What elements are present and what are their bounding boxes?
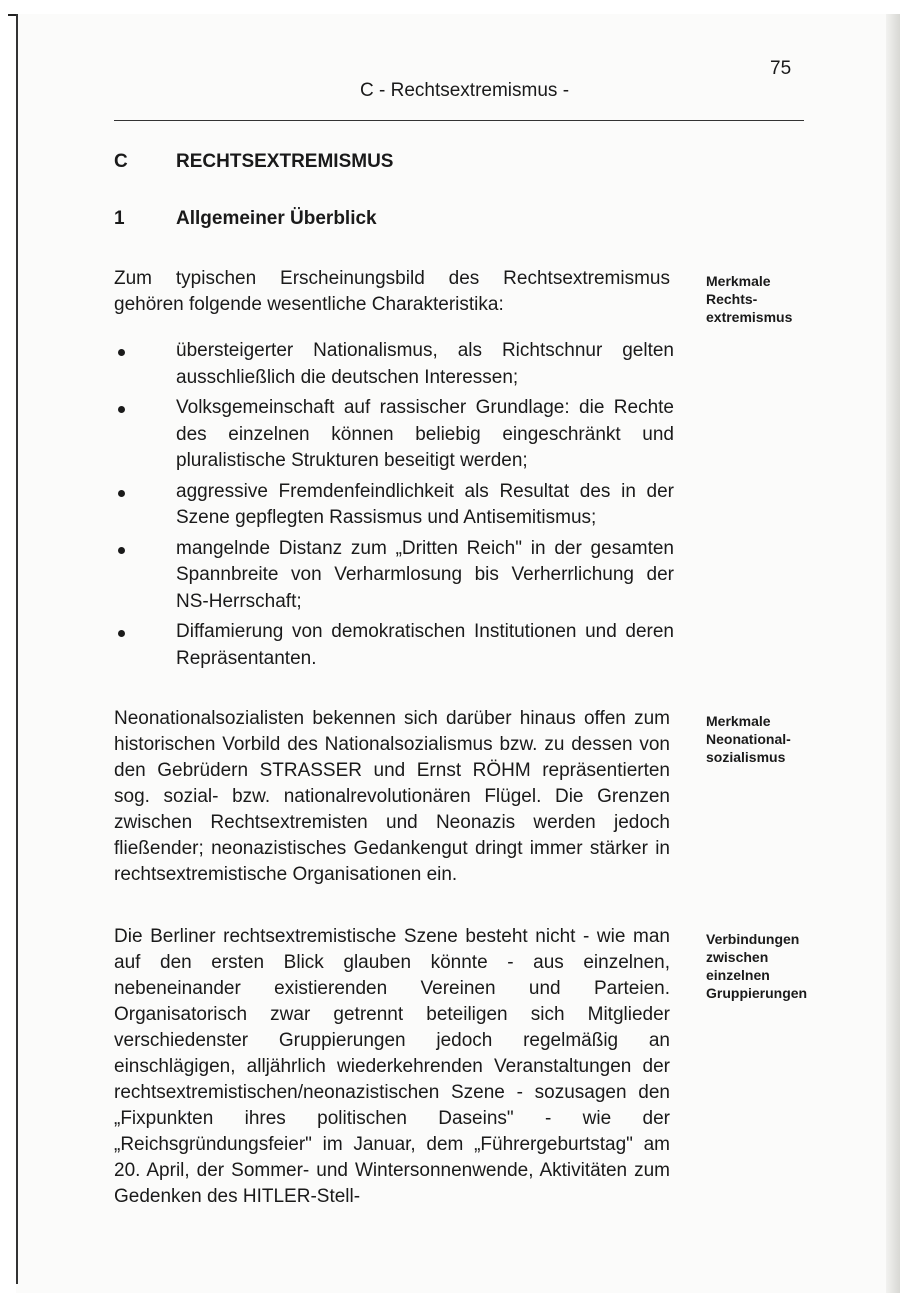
bullet-icon <box>118 630 125 637</box>
list-item-text: aggressive Fremdenfeindlichkeit als Resultat des in der Szene gepflegten Rassismus und Antisemitismus; <box>176 480 674 528</box>
margin-note-line: extremismus <box>706 309 793 325</box>
scan-border-left <box>0 14 16 1293</box>
margin-note-line: Merkmale <box>706 273 771 289</box>
header-rule <box>114 120 804 121</box>
margin-note-line: einzelnen <box>706 967 770 983</box>
bullet-icon <box>118 349 125 356</box>
list-item-text: mangelnde Distanz zum „Dritten Reich" in der gesamten Spannbreite von Verharmlosung bis Verherrlichung der NS-Herrschaft; <box>176 537 674 612</box>
scan-binding-shadow <box>886 14 900 1293</box>
list-item <box>114 395 674 475</box>
scan-page-edge <box>16 14 18 1284</box>
chapter-title: RECHTSEXTREMISMUS <box>176 151 394 172</box>
bullet-icon <box>118 490 125 497</box>
characteristics-list <box>114 338 674 676</box>
list-item <box>114 619 674 672</box>
scan-border-top <box>0 0 900 14</box>
list-item <box>114 479 674 532</box>
chapter-number: C <box>114 151 128 172</box>
page-number: 75 <box>770 58 792 79</box>
scene-paragraph: Die Berliner rechtsextremistische Szene besteht nicht - wie man auf den ersten Blick glauben könnte - aus einzelnen, nebeneinander existierenden Vereinen und Parteien. Organisatorisch zwar getrennt beteiligen sich Mitglieder verschiedenster Gruppierungen jedoch regelmäßig an einschlägigen, alljährlich wiederkehrenden Veranstaltungen der rechtsextremistischen/neonazistischen Szene - sozusagen den „Fixpunkten ihres politischen Daseins" - wie der „Reichsgründungsfeier" im Januar, dem „Führergeburtstag" am 20. April, der Sommer- und Wintersonnenwende, Aktivitäten zum Gedenken des HITLER-Stell- <box>114 926 670 1207</box>
margin-note-line: Verbindungen <box>706 931 800 947</box>
margin-note-line: Neonational- <box>706 731 791 747</box>
running-head: C - Rechtsextremismus - <box>360 80 570 101</box>
margin-note-line: Gruppierungen <box>706 985 808 1001</box>
margin-note-line: sozialismus <box>706 749 786 765</box>
bullet-icon <box>118 406 125 413</box>
margin-note-neonationalsozialismus <box>706 712 836 766</box>
list-item-text: Volksgemeinschaft auf rassischer Grundlage: die Rechte des einzelnen können beliebig eingeschränkt und pluralistische Strukturen beseitigt werden; <box>176 397 674 471</box>
section-title: Allgemeiner Überblick <box>176 208 377 229</box>
margin-note-verbindungen <box>706 930 836 1002</box>
margin-note-line: Rechts- <box>706 291 758 307</box>
section-heading <box>114 208 377 230</box>
chapter-heading <box>114 151 393 173</box>
neonazi-paragraph: Neonationalsozialisten bekennen sich darüber hinaus offen zum historischen Vorbild des Nationalsozialismus bzw. zu dessen von den Gebrüdern STRASSER und Ernst RÖHM repräsentierten sog. sozial- bzw. nationalrevolutionären Flügel. Die Grenzen zwischen Rechtsextremisten und Neonazis werden jedoch fließender; neonazistisches Gedankengut dringt immer stärker in rechtsextremistische Organisationen ein. <box>114 708 670 885</box>
list-item <box>114 536 674 616</box>
list-item-text: Diffamierung von demokratischen Institutionen und deren Repräsentanten. <box>176 621 674 669</box>
margin-note-line: Merkmale <box>706 713 771 729</box>
margin-note-line: zwischen <box>706 949 769 965</box>
margin-note-rechtsextremismus <box>706 272 836 326</box>
intro-paragraph: Zum typischen Erscheinungsbild des Rechtsextremismus gehören folgende wesentliche Charakteristika: <box>114 268 670 315</box>
list-item <box>114 338 674 391</box>
list-item-text: übersteigerter Nationalismus, als Richtschnur gelten ausschließlich die deutschen Interessen; <box>176 340 674 388</box>
bullet-icon <box>118 547 125 554</box>
section-number: 1 <box>114 208 125 229</box>
